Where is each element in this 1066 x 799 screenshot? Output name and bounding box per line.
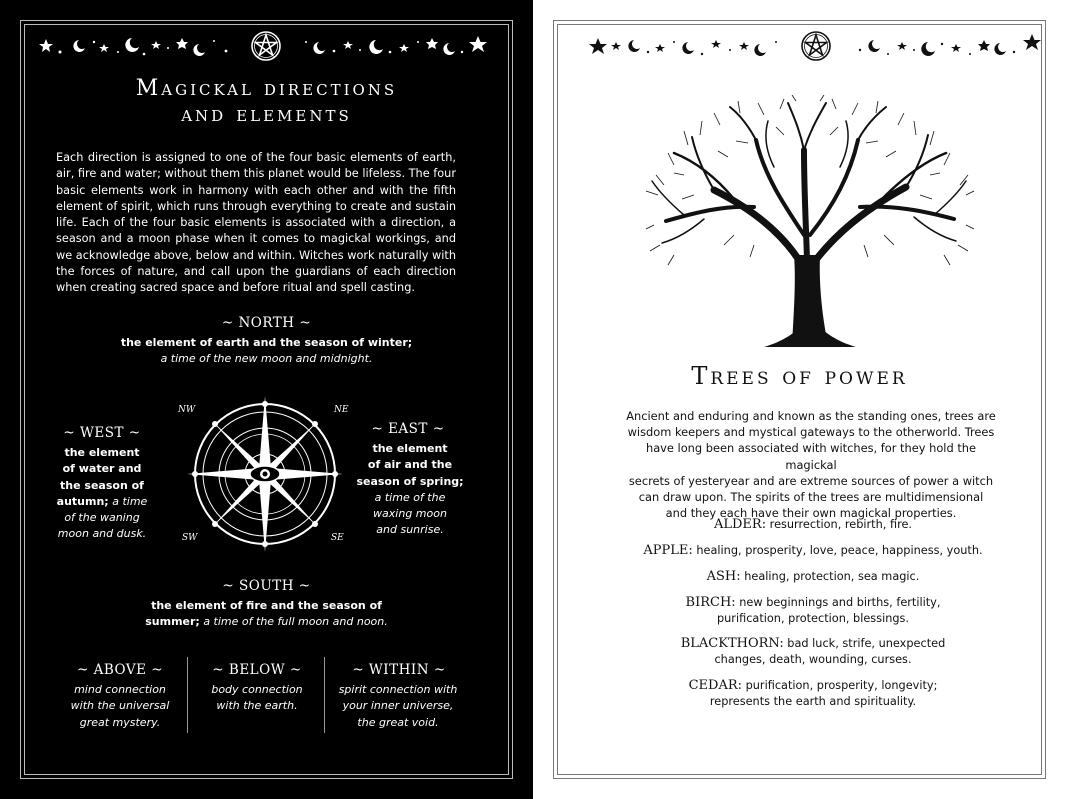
compass-rose-illustration <box>176 394 354 554</box>
west-text: the element of water and the season of autumn; a time of the waning moon and dusk. <box>56 446 148 541</box>
east-heading: ~ EAST ~ <box>371 421 445 437</box>
compass-label-ne: NE <box>334 405 349 415</box>
column-divider <box>187 657 188 733</box>
compass-label-sw: SW <box>182 533 198 543</box>
tree-entry-apple: APPLE: healing, prosperity, love, peace, happiness, youth. <box>643 543 983 558</box>
stars-moons-header <box>584 30 1049 64</box>
intro-paragraph: Ancient and enduring and known as the standing ones, trees are wisdom keepers and mystical gateways to the otherworld. Trees have long been associated with witches, for they hold the magickal secrets of yesteryear and are extreme sources of power a witch can draw upon. The spirits of the trees are multidimensional and they each have their own magickal properties. <box>626 409 996 521</box>
pentacle-icon <box>252 32 280 60</box>
tree-entry-cedar: CEDAR: purification, prosperity, longevity; represents the earth and spirituality. <box>688 678 938 709</box>
pentacle-icon <box>802 32 830 60</box>
tree-entry-ash: ASH: healing, protection, sea magic. <box>706 569 920 584</box>
right-page <box>533 0 1066 799</box>
column-divider <box>324 657 325 733</box>
above-text: mind connection with the universal great mystery. <box>70 683 170 729</box>
south-text: the element of fire and the season of summer; a time of the full moon and noon. <box>145 599 388 629</box>
compass-label-nw: NW <box>178 405 196 415</box>
tree-entry-alder: ALDER: resurrection, rebirth, fire. <box>713 517 913 532</box>
eye-icon <box>250 466 280 482</box>
page-title: Trees of power <box>691 362 908 390</box>
oak-tree-illustration <box>644 95 974 355</box>
tree-entry-blackthorn: BLACKTHORN: bad luck, strife, unexpected changes, death, wounding, curses. <box>680 636 946 667</box>
within-text: spirit connection with your inner universe, the great void. <box>338 683 458 729</box>
below-text: body connection with the earth. <box>211 683 303 713</box>
stars-moons-header <box>34 30 499 64</box>
above-heading: ~ ABOVE ~ <box>76 662 164 678</box>
north-text: the element of earth and the season of winter; a time of the new moon and midnight. <box>120 336 413 366</box>
below-heading: ~ BELOW ~ <box>212 662 302 678</box>
within-heading: ~ WITHIN ~ <box>352 662 446 678</box>
west-heading: ~ WEST ~ <box>63 425 141 441</box>
north-heading: ~ NORTH ~ <box>221 315 312 331</box>
intro-paragraph: Each direction is assigned to one of the four basic elements of earth, air, fire and water; without them this planet would be lifeless. The four basic elements work in harmony with each other and with the fifth element of spirit, which runs through everything to create and sustain life. Each of the four basic elements is associated with a direction, a season and a moon phase when it comes to magickal workings, and we acknowledge above, below and within. Witches work naturally with the forces of nature, and call upon the guardians of each direction when creating sacred space and before ritual and spell casting. <box>56 151 456 295</box>
compass-label-se: SE <box>331 533 344 543</box>
tree-entry-birch: BIRCH: new beginnings and births, fertility, purification, protection, blessings. <box>685 595 941 626</box>
south-heading: ~ SOUTH ~ <box>222 578 311 594</box>
east-text: the element of air and the season of spring; a time of the waxing moon and sunrise. <box>356 442 464 537</box>
page-title: Magickal directions and elements <box>135 76 398 127</box>
